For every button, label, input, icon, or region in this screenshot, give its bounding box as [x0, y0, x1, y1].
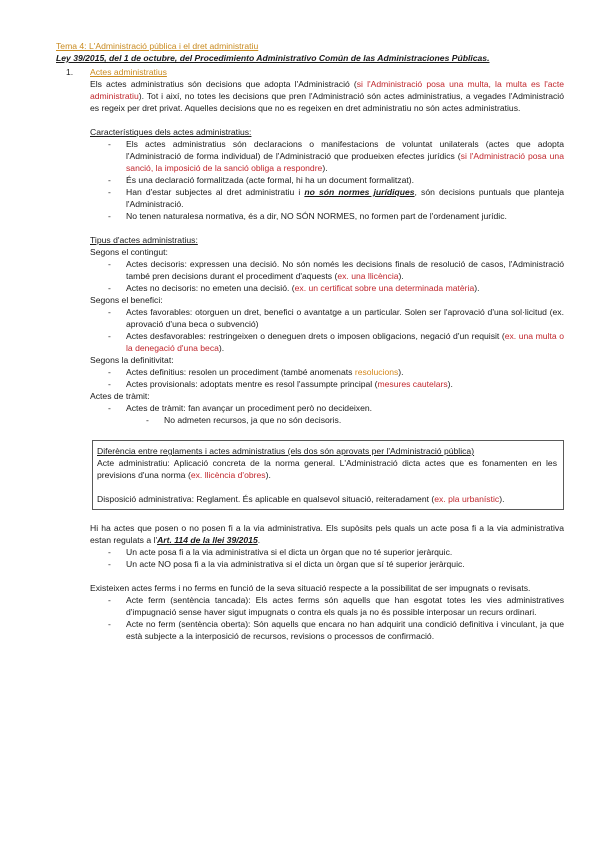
- section-title: Actes administratius: [90, 67, 167, 77]
- document-page: [56, 40, 564, 642]
- list-item: - Actes no decisoris: no emeten una decisió. (ex. un certificat sobre una determinada matèria).: [108, 283, 480, 293]
- list-item: - Actes definitius: resolen un procediment (també anomenats resolucions).: [108, 367, 404, 377]
- list-item: - Un acte posa fi a la via administrativa si el dicta un òrgan que no té superior jeràrquic.: [108, 547, 453, 557]
- group-label: Actes de tràmit:: [90, 391, 150, 401]
- list-item: - És una declaració formalitzada (acte formal, hi ha un document formalitzat).: [108, 175, 415, 185]
- example-text: ex. un certificat sobre una determinada matèria: [294, 283, 475, 293]
- comparison-box: [92, 440, 564, 510]
- group-label: Segons la definitivitat:: [90, 355, 174, 365]
- box-paragraph: Acte administratiu: Aplicació concreta de la norma general. L'Administració dicta actes que es fonamenten en les previsions d'una norma (ex. llicència d'obres).: [97, 458, 557, 480]
- box-heading: Diferència entre reglaments i actes administratius (els dos són aprovats per l'Administració pública): [97, 446, 475, 456]
- types-heading: Tipus d'actes administratius:: [90, 235, 198, 245]
- list-item: - Acte ferm (sentència tancada): Els actes ferms són aquells que han esgotat totes les vies administratives d'impugnació sense haver sigut impugnats o contra els quals ja no és possible interposar un recurs ordinari.: [108, 595, 564, 617]
- list-item: - Actes decisoris: expressen una decisió. No són només les decisions finals de resolució de casos, l'Administració també pren decisions durant el procediment d'aquests (ex. una llicència).: [108, 259, 564, 281]
- topic-title: Tema 4: L'Administració pública i el dret administratiu: [56, 41, 259, 51]
- example-text: ex. pla urbanístic: [434, 494, 500, 504]
- characteristics-heading: Característiques dels actes administratius:: [90, 127, 252, 137]
- list-item: - No tenen naturalesa normativa, és a dir, NO SÓN NORMES, no formen part de l'ordenament jurídic.: [108, 211, 507, 221]
- list-item: - Els actes administratius són declaracions o manifestacions de voluntat unilaterals (actes que adopta l'Administració de forma individual) de l'Administració que produeixen efectes jurídics (si l'Administració posa una sanció, la imposició de la sanció obliga a respondre).: [108, 139, 564, 173]
- law-reference: Ley 39/2015, del 1 de octubre, del Procedimiento Administrativo Común de las Administraciones Públicas.: [56, 53, 490, 63]
- list-item: - Actes de tràmit: fan avançar un procediment però no decideixen.: [108, 403, 373, 413]
- list-item: - Actes favorables: otorguen un dret, benefici o avantatge a un particular. Solen ser l'aprovació d'una sol·licitud (ex. aprovació d'una beca o subvenció): [108, 307, 564, 329]
- law-article: Art. 114 de la llei 39/2015: [157, 535, 258, 545]
- sub-list-item: - No admeten recursos, ja que no són decisoris.: [146, 415, 342, 425]
- section-number: 1.: [66, 67, 74, 77]
- example-text: si l'Administració posa una multa, la multa es l'acte administratiu: [90, 79, 564, 101]
- list-item: - Han d'estar subjectes al dret administratiu i no són normes jurídiques, són decisions puntuals que planteja l'Administració.: [108, 187, 565, 209]
- list-item: - Un acte NO posa fi a la via administrativa si el dicta un òrgan que sí té superior jeràrquic.: [108, 559, 465, 569]
- example-text: ex. una multa o la denegació d'una beca: [126, 331, 564, 353]
- example-text: resolucions: [354, 367, 399, 377]
- list-item: - Acte no ferm (sentència oberta): Són aquells que encara no han adquirit una condició definitiva i vinculant, ja que està subjecte a la interposició de recursos, revisions o processos de confirmació.: [108, 619, 564, 641]
- list-item: - Actes provisionals: adoptats mentre es resol l'assumpte principal (mesures cautelars).: [108, 379, 453, 389]
- group-label: Segons el contingut:: [90, 247, 168, 257]
- section-intro: Els actes administratius són decisions que adopta l'Administració (si l'Administració posa una multa, la multa es l'acte administratiu). Tot i així, no totes les decisions que pren l'Administració són actes administratius, a vegades l'Administració es regeix per dret privat. Aquelles decisions que no es regeixen en dret administratiu no són actes administratius.: [90, 79, 564, 113]
- section-heading: [66, 66, 564, 78]
- example-text: ex. llicència d'obres: [190, 470, 266, 480]
- example-text: si l'Administració posa una sanció, la imposició de la sanció obliga a respondre: [126, 151, 564, 173]
- group-label: Segons el benefici:: [90, 295, 163, 305]
- ferms-paragraph: Existeixen actes ferms i no ferms en funció de la seva situació respecte a la possibilitat de ser impugnats o revisats.: [90, 583, 531, 593]
- example-text: ex. una llicència: [337, 271, 399, 281]
- box-paragraph: Disposició administrativa: Reglament. És aplicable en qualsevol situació, reiteradament (ex. pla urbanístic).: [97, 494, 505, 504]
- example-text: mesures cautelars: [377, 379, 448, 389]
- list-item: - Actes desfavorables: restringeixen o deneguen drets o imposen obligacions, negació d'un requisit (ex. una multa o la denegació d'una beca).: [108, 331, 564, 353]
- via-paragraph: Hi ha actes que posen o no posen fi a la via administrativa. Els supòsits pels quals un acte posa fi a la via administrativa estan regulats a l'Art. 114 de la llei 39/2015.: [90, 523, 564, 545]
- emphasis-text: no són normes jurídiques: [304, 187, 415, 197]
